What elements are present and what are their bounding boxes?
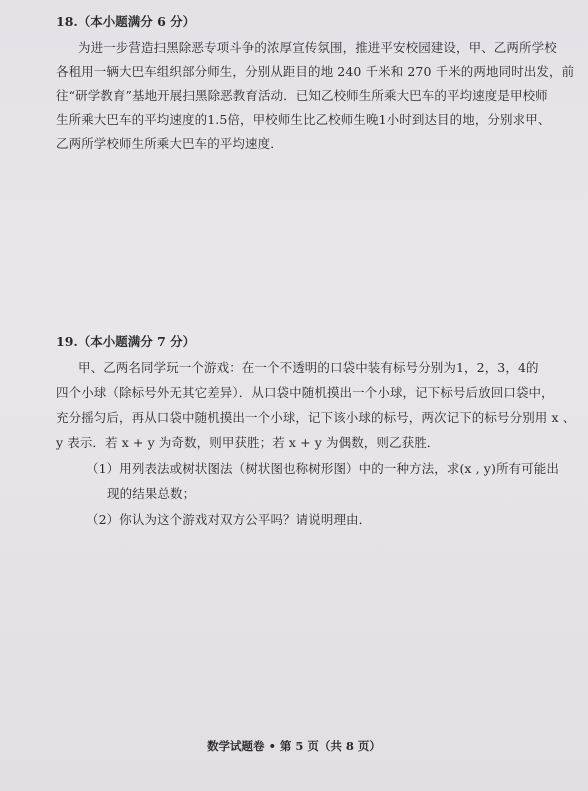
problem-18-line: 各租用一辆大巴车组织部分师生，分别从距目的地 240 千米和 270 千米的两地同时出发，前 xyxy=(56,64,575,79)
problem-18-title: 18.（本小题满分 6 分） xyxy=(56,14,196,29)
problem-19-line: 充分摇匀后，再从口袋中随机摸出一个小球，记下该小球的标号，两次记下的标号分别用 x 、 xyxy=(56,410,576,425)
problem-18-line: 往“研学教育”基地开展扫黑除恶教育活动．已知乙校师生所乘大巴车的平均速度是甲校师 xyxy=(56,88,548,103)
problem-18-line: 生所乘大巴车的平均速度的1.5倍，甲校师生比乙校师生晚1小时到达目的地，分别求甲、 xyxy=(56,112,551,127)
problem-19-title: 19.（本小题满分 7 分） xyxy=(56,334,196,349)
page-footer: 数学试题卷 • 第 5 页（共 8 页） xyxy=(207,739,381,753)
problem-19-line: 四个小球（除标号外无其它差异）．从口袋中随机摸出一个小球，记下标号后放回口袋中， xyxy=(56,385,554,400)
problem-19-line: y 表示．若 x + y 为奇数，则甲获胜；若 x + y 为偶数，则乙获胜． xyxy=(56,435,440,450)
problem-19-line: 甲、乙两名同学玩一个游戏：在一个不透明的口袋中装有标号分别为1，2，3，4的 xyxy=(78,360,539,375)
problem-19-question-1: （1）用列表法或树状图法（树状图也称树形图）中的一种方法，求(x , y)所有可能出 xyxy=(86,461,559,476)
problem-18-line: 为进一步营造扫黑除恶专项斗争的浓厚宣传氛围，推进平安校园建设，甲、乙两所学校 xyxy=(78,40,557,55)
problem-19-question-2: （2）你认为这个游戏对双方公平吗？请说明理由． xyxy=(86,512,372,527)
problem-19-question-1-continued: 现的结果总数； xyxy=(107,486,196,501)
problem-18-line: 乙两所学校师生所乘大巴车的平均速度． xyxy=(56,136,283,151)
